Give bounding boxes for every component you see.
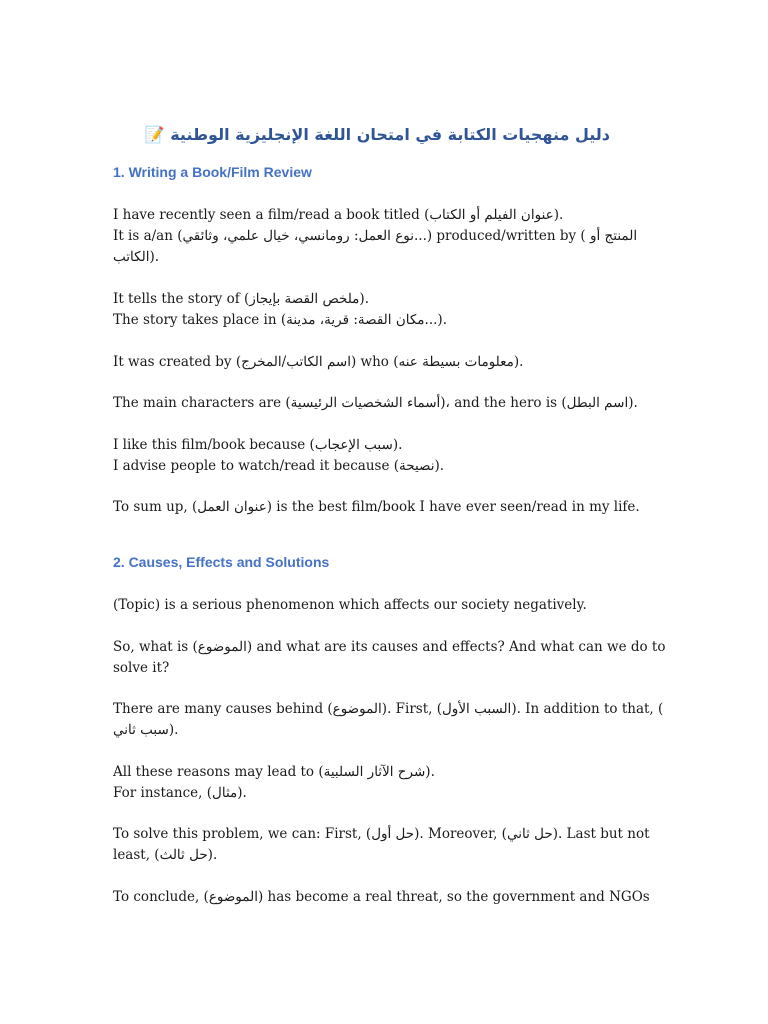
paragraph-line: To sum up, (عنوان العمل) is the best film/book I have ever seen/read in my life. — [113, 499, 640, 515]
paragraph-line: There are many causes behind (الموضوع). First, (السبب الأول). In addition to that, ( — [113, 701, 664, 717]
paragraph-line: The main characters are (أسماء الشخصيات الرئيسية)، and the hero is (اسم البطل). — [113, 395, 638, 411]
document-title: دليل منهجيات الكتابة في امتحان اللغة الإنجليزية الوطنية 📝 — [144, 125, 610, 144]
paragraph-line: It tells the story of (ملخص القصة بإيجاز). — [113, 291, 369, 307]
paragraph-line: I advise people to watch/read it because (نصيحة). — [113, 458, 445, 474]
paragraph-line: (Topic) is a serious phenomenon which affects our society negatively. — [113, 597, 587, 613]
paragraph-line: least, (حل ثالث). — [113, 847, 218, 863]
paragraph-line: So, what is (الموضوع) and what are its causes and effects? And what can we do to — [113, 639, 666, 655]
paragraph-line: It is a/an (نوع العمل: رومانسي، خيال علمي، وثائقي...) produced/written by ( المنتج أو — [113, 228, 638, 244]
section-heading-book-film-review: 1. Writing a Book/Film Review — [113, 164, 312, 180]
paragraph-line: It was created by (اسم الكاتب/المخرج) who (معلومات بسيطة عنه). — [113, 354, 524, 370]
paragraph-line: To solve this problem, we can: First, (حل أول). Moreover, (حل ثاني). Last but not — [113, 826, 650, 842]
paragraph-line: To conclude, (الموضوع) has become a real threat, so the government and NGOs — [113, 889, 650, 905]
paragraph-line: I have recently seen a film/read a book titled (عنوان الفيلم أو الكتاب). — [113, 207, 564, 223]
section-heading-causes-effects-solutions: 2. Causes, Effects and Solutions — [113, 554, 330, 570]
paragraph-line: سبب ثاني). — [113, 722, 179, 738]
paragraph-line: solve it? — [113, 660, 170, 676]
paragraph-line: The story takes place in (مكان القصة: قرية، مدينة...). — [113, 312, 447, 328]
paragraph-line: I like this film/book because (سبب الإعجاب). — [113, 437, 403, 453]
paragraph-line: All these reasons may lead to (شرح الآثار السلبية). — [113, 764, 435, 780]
paragraph-line: الكاتب). — [113, 249, 160, 265]
paragraph-line: For instance, (مثال). — [113, 785, 247, 801]
